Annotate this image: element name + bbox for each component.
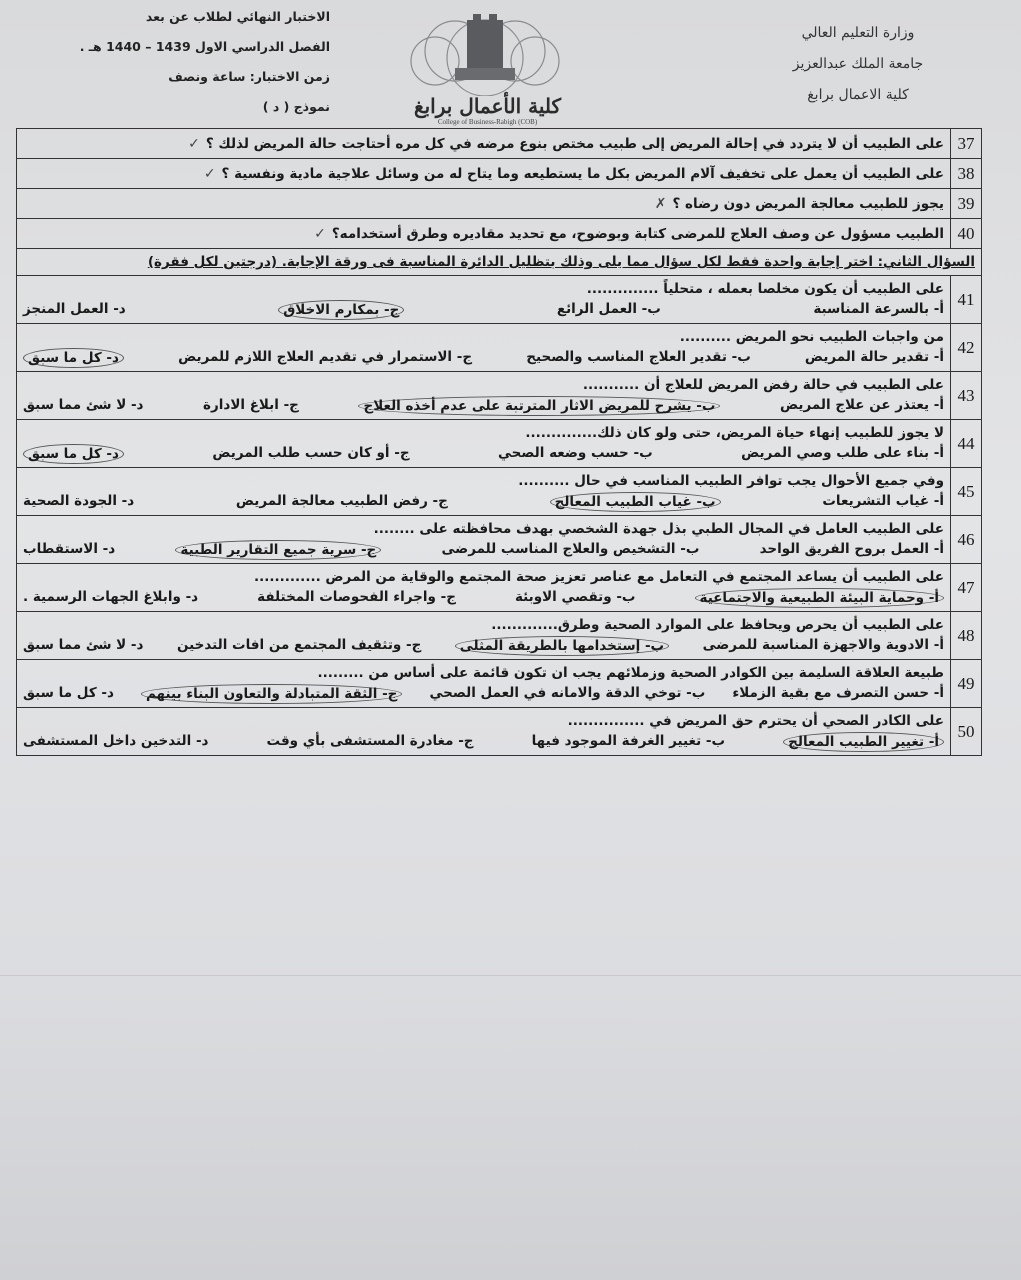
question-stem: على الطبيب العامل في المجال الطبي بذل جهدة الشخصي بهدف محافظته على ........ [373, 520, 944, 537]
question-number: 50 [951, 708, 982, 756]
exam-title: الاختبار النهائي لطلاب عن بعد [145, 9, 330, 24]
question-number: 45 [951, 468, 982, 516]
question-stem: طبيعة العلاقة السليمة بين الكوادر الصحية وزملائهم يجب ان تكون قائمة على أساس من ......... [317, 664, 944, 681]
answer-option: ج- أو كان حسب طلب المريض [212, 444, 410, 461]
logo-emblem-icon [395, 6, 575, 96]
question-cell [17, 129, 951, 159]
tf-question-row [17, 159, 982, 189]
answer-option: د- الجودة الصحية [23, 492, 135, 509]
question-text: على الطبيب أن يعمل على تخفيف آلام المريض بكل ما يستطيعه وما يتاح له من وسائل علاجية مادية ونفسية ؟ [221, 165, 944, 182]
question-number: 43 [951, 372, 982, 420]
question-cell [17, 564, 951, 612]
question-number: 40 [951, 219, 982, 249]
answer-option: ب- توخي الدقة والامانه في العمل الصحي [429, 684, 706, 701]
section-header-row [17, 249, 982, 276]
options-row [23, 394, 944, 416]
tf-question-row [17, 219, 982, 249]
answer-option: ج- سرية جميع التقارير الطبية [175, 540, 381, 560]
mc-question-row [17, 612, 982, 660]
question-cell [17, 276, 951, 324]
answer-option: ب- العمل الرائع [556, 300, 661, 317]
mc-question-row [17, 468, 982, 516]
question-number: 49 [951, 660, 982, 708]
question-number: 39 [951, 189, 982, 219]
question-cell [17, 660, 951, 708]
answer-option: ب- غياب الطبيب المعالج [550, 492, 721, 512]
answer-option: ب- حسب وضعه الصحي [497, 444, 653, 461]
answer-option: ج- رفض الطبيب معالجة المريض [235, 492, 448, 509]
question-number: 38 [951, 159, 982, 189]
answer-option: د- كل ما سبق [23, 348, 124, 368]
question-number: 44 [951, 420, 982, 468]
college-line: كلية الاعمال برابغ [807, 87, 909, 103]
answer-option: د- وابلاغ الجهات الرسمية . [23, 588, 199, 605]
answer-option: أ- يعتذر عن علاج المريض [779, 396, 944, 413]
question-number: 48 [951, 612, 982, 660]
options-row [23, 682, 944, 704]
answer-option: ب- التشخيص والعلاج المناسب للمرضى [441, 540, 700, 557]
question-text: يجوز للطبيب معالجة المريض دون رضاه ؟ [672, 195, 944, 212]
answer-option: ب- إستخدامها بالطريقة المثلى [455, 636, 669, 656]
answer-option: ب- تقدير العلاج المناسب والصحيح [526, 348, 751, 365]
ministry-header [753, 18, 963, 111]
mc-question-row [17, 516, 982, 564]
answer-option: د- العمل المنجز [23, 300, 126, 317]
question-text: الطبيب مسؤول عن وصف العلاج للمرضى كتابة وبوضوح، مع تحديد مقاديره وطرق أستخدامه؟ [331, 225, 944, 242]
answer-option: د- كل ما سبق [23, 684, 114, 701]
question-cell [17, 324, 951, 372]
question-stem: على الطبيب أن يساعد المجتمع في التعامل مع عناصر تعزيز صحة المجتمع والوقاية من المرض ............. [254, 568, 944, 585]
logo-arabic-text: كلية الأعمال برابغ [413, 94, 562, 118]
section-title: السؤال الثاني: اختر إجابة واحدة فقط لكل سؤال مما يلى وذلك بتظليل الدائرة المناسبة فى ورقة الإجابة. (درجتين لكل فقرة) [147, 254, 975, 270]
question-cell [17, 159, 951, 189]
answer-option: أ- بناء على طلب وصي المريض [741, 444, 944, 461]
paper-fold-line [0, 975, 1021, 976]
mc-question-row [17, 420, 982, 468]
question-number: 42 [951, 324, 982, 372]
answer-option: د- الاستقطاب [23, 540, 116, 557]
question-stem: من واجبات الطبيب نحو المريض .......... [679, 328, 944, 345]
answer-option: ب- وتقصي الاوبئة [514, 588, 636, 605]
question-cell [17, 219, 951, 249]
question-stem: على الطبيب أن يحرص ويحافظ على الموارد الصحية وطرق............. [491, 616, 944, 633]
answer-option: ب- يشرح للمريض الاثار المترتبة على عدم أخذه العلاج [358, 396, 720, 416]
question-stem: لا يجوز للطبيب إنهاء حياة المريض، حتى ولو كان ذلك.............. [525, 424, 944, 441]
question-number: 37 [951, 129, 982, 159]
options-row [23, 298, 944, 320]
section-cell [17, 249, 982, 276]
mc-question-row [17, 372, 982, 420]
college-logo [385, 6, 590, 124]
questions-table [16, 128, 982, 756]
handwritten-mark: ✓ [188, 135, 200, 152]
question-stem: على الطبيب أن يكون مخلصا بعمله ، متحلياً .............. [586, 280, 944, 297]
exam-duration: زمن الاختبار: ساعة ونصف [168, 69, 330, 84]
question-text: على الطبيب أن لا يتردد في إحالة المريض إلى طبيب مختص بنوع مرضه في كل مره أحتاجت حالة المريض لذلك ؟ [205, 135, 944, 152]
question-number: 46 [951, 516, 982, 564]
answer-option: ج- بمكارم الاخلاق [278, 300, 404, 320]
question-cell [17, 189, 951, 219]
answer-option: أ- العمل بروح الفريق الواحد [759, 540, 944, 557]
options-row [23, 586, 944, 608]
question-stem: وفي جميع الأحوال يجب توافر الطبيب المناسب في حال .......... [518, 472, 944, 489]
tf-question-row [17, 129, 982, 159]
handwritten-mark: ✗ [654, 195, 667, 212]
question-cell [17, 612, 951, 660]
options-row [23, 346, 944, 368]
mc-question-row [17, 708, 982, 756]
exam-info-header [70, 2, 330, 122]
options-row [23, 538, 944, 560]
ministry-line: وزارة التعليم العالي [801, 25, 915, 41]
handwritten-mark: ✓ [203, 165, 216, 182]
answer-option: ج- ابلاغ الادارة [203, 396, 299, 413]
question-number: 41 [951, 276, 982, 324]
question-cell [17, 420, 951, 468]
answer-option: د- التدخين داخل المستشفى [23, 732, 209, 749]
mc-question-row [17, 660, 982, 708]
answer-option: د- كل ما سبق [23, 444, 124, 464]
answer-option: د- لا شئ مما سبق [23, 636, 144, 653]
tf-question-row [17, 189, 982, 219]
university-line: جامعة الملك عبدالعزيز [792, 56, 924, 72]
question-cell [17, 372, 951, 420]
answer-option: ج- وتثقيف المجتمع من افات التدخين [176, 636, 422, 653]
answer-option: ج- واجراء الفحوصات المختلفة [257, 588, 456, 605]
question-stem: على الكادر الصحي أن يحترم حق المريض في ............... [567, 712, 944, 729]
question-stem: على الطبيب في حالة رفض المريض للعلاج أن ........... [582, 376, 944, 393]
answer-option: أ- تغيير الطبيب المعالج [783, 732, 944, 752]
answer-option: د- لا شئ مما سبق [23, 396, 144, 413]
question-cell [17, 516, 951, 564]
answer-option: ج- مغادرة المستشفى بأي وقت [266, 732, 474, 749]
answer-option: أ- وحماية البيئة الطبيعية والاجتماعية [695, 588, 944, 608]
exam-model: نموذج ( د ) [262, 99, 330, 114]
options-row [23, 634, 944, 656]
answer-option: أ- حسن التصرف مع بقية الزملاء [732, 684, 944, 701]
answer-option: ج- الاستمرار في تقديم العلاج اللازم للمريض [178, 348, 473, 365]
answer-option: أ- غياب التشريعات [822, 492, 944, 509]
logo-english-text: College of Business-Rabigh (COB) [437, 118, 538, 126]
options-row [23, 490, 944, 512]
exam-semester: الفصل الدراسي الاول 1439 – 1440 هـ . [79, 39, 330, 54]
options-row [23, 442, 944, 464]
answer-option: ج- الثقة المتبادلة والتعاون البناء بينهم [141, 684, 402, 704]
question-cell [17, 468, 951, 516]
mc-question-row [17, 324, 982, 372]
mc-question-row [17, 564, 982, 612]
mc-question-row [17, 276, 982, 324]
answer-option: أ- الادوية والاجهزة المناسبة للمرضى [702, 636, 944, 653]
question-cell [17, 708, 951, 756]
handwritten-mark: ✓ [314, 225, 326, 242]
question-number: 47 [951, 564, 982, 612]
answer-option: أ- بالسرعة المناسبة [813, 300, 944, 317]
answer-option: ب- تغيير الغرفة الموجود فيها [531, 732, 726, 749]
options-row [23, 730, 944, 752]
answer-option: أ- تقدير حالة المريض [804, 348, 944, 365]
